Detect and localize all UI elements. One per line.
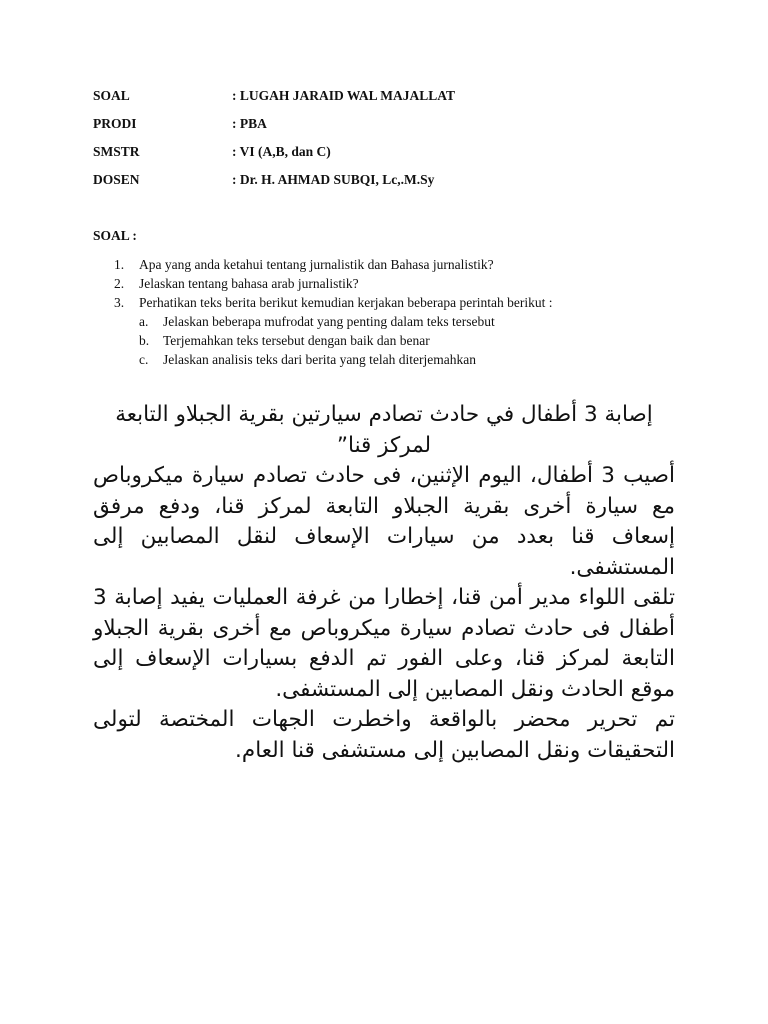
arabic-paragraph: تلقى اللواء مدير أمن قنا، إخطارا من غرفة العمليات يفيد إصابة 3 أطفال فى حادث تصادم سيارة ميكروباص مع أخرى بقرية الجبلاو التابعة لمركز قنا، وعلى الفور تم الدفع بسيارات الإسعاف إلى موقع الحادث ونقل المصابين إلى المستشفى.: [93, 585, 675, 702]
sub-question-item: [139, 350, 714, 369]
question-list: [114, 255, 714, 369]
soal-heading: SOAL :: [93, 228, 137, 243]
header-row-smstr: [93, 144, 693, 172]
sub-question-list: [139, 312, 714, 369]
header-row-prodi: [93, 116, 693, 144]
sub-question-letter: b.: [139, 333, 150, 348]
sub-question-text: Terjemahkan teks tersebut dengan baik dan benar: [163, 333, 430, 348]
sub-question-letter: c.: [139, 352, 149, 367]
sub-question-item: [139, 312, 714, 331]
header-value: : LUGAH JARAID WAL MAJALLAT: [232, 88, 456, 103]
sub-question-item: [139, 331, 714, 350]
sub-question-letter: a.: [139, 314, 149, 329]
header-value: : VI (A,B, dan C): [232, 144, 331, 159]
header-value: : PBA: [232, 116, 267, 131]
question-number: 2.: [114, 276, 125, 291]
header-label: PRODI: [93, 116, 137, 131]
header-value: : Dr. H. AHMAD SUBQI, Lc,.M.Sy: [232, 172, 435, 187]
sub-question-text: Jelaskan beberapa mufrodat yang penting dalam teks tersebut: [163, 314, 495, 329]
question-item: [114, 255, 714, 274]
question-text: Apa yang anda ketahui tentang jurnalistik dan Bahasa jurnalistik?: [139, 257, 494, 272]
question-item: [114, 293, 714, 312]
exam-header: [93, 88, 693, 200]
question-text: Perhatikan teks berita berikut kemudian kerjakan beberapa perintah berikut :: [139, 295, 553, 310]
arabic-news-text: [93, 400, 675, 766]
sub-question-text: Jelaskan analisis teks dari berita yang telah diterjemahkan: [163, 352, 477, 367]
arabic-paragraph: أصيب 3 أطفال، اليوم الإثنين، فى حادث تصادم سيارة ميكروباص مع سيارة أخرى بقرية الجبلاو التابعة لمركز قنا، ودفع مرفق إسعاف قنا بعدد من سيارات الإسعاف لنقل المصابين إلى المستشفى.: [93, 463, 675, 580]
question-number: 1.: [114, 257, 125, 272]
header-label: SOAL: [93, 88, 130, 103]
arabic-news-title: إصابة 3 أطفال في حادث تصادم سيارتين بقرية الجبلاو التابعة لمركز قنا”: [115, 402, 653, 458]
question-item: [114, 274, 714, 293]
header-label: SMSTR: [93, 144, 140, 159]
header-row-dosen: [93, 172, 693, 200]
header-row-soal: [93, 88, 693, 116]
question-text: Jelaskan tentang bahasa arab jurnalistik?: [139, 276, 359, 291]
header-label: DOSEN: [93, 172, 140, 187]
question-number: 3.: [114, 295, 125, 310]
arabic-paragraph: تم تحرير محضر بالواقعة واخطرت الجهات المختصة لتولى التحقيقات ونقل المصابين إلى مستشفى قنا العام.: [93, 707, 675, 763]
